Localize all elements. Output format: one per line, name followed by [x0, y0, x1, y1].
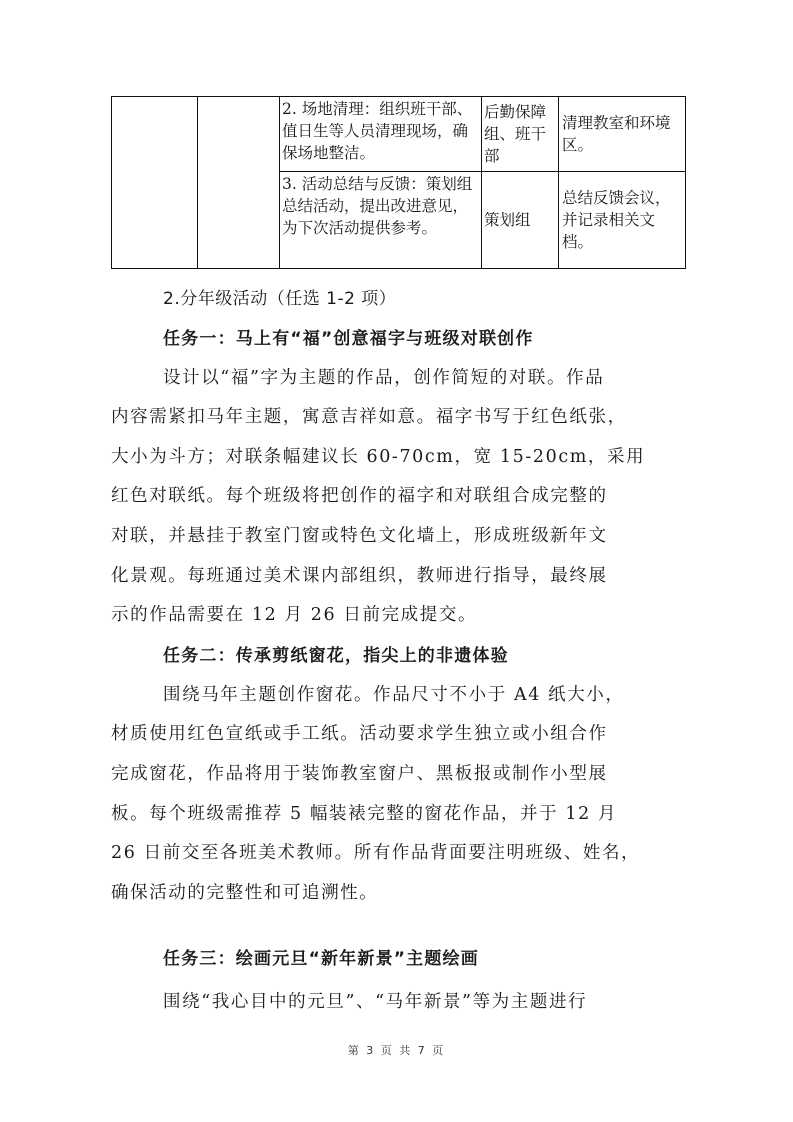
section-title: 2.分年级活动（任选 1-2 项）	[163, 289, 397, 309]
table-cell-output: 清理教室和环境区。	[559, 97, 686, 172]
task1-line: 内容需紧扣马年主题，寓意吉祥如意。福字书写于红色纸张，	[111, 407, 627, 427]
table-cell-owner: 策划组	[482, 172, 559, 269]
task2-line: 板。每个班级需推荐 5 幅装裱完整的窗花作品，并于 12 月	[111, 804, 618, 824]
task2-line: 26 日前交至各班美术教师。所有作品背面要注明班级、姓名，	[111, 843, 641, 863]
task2-line: 完成窗花，作品将用于装饰教室窗户、黑板报或制作小型展	[111, 764, 608, 784]
table-cell-owner: 后勤保障组、班干部	[482, 97, 559, 172]
task1-line: 设计以“福”字为主题的作品，创作简短的对联。作品	[163, 368, 605, 388]
task1-heading: 任务一：马上有“福”创意福字与班级对联创作	[163, 329, 534, 349]
task1-line: 大小为斗方；对联条幅建议长 60-70cm，宽 15-20cm，采用	[111, 447, 646, 467]
task2-line: 材质使用红色宣纸或手工纸。活动要求学生独立或小组合作	[111, 724, 608, 744]
task1-line: 红色对联纸。每个班级将把创作的福字和对联组合成完整的	[111, 486, 608, 506]
task2-line: 确保活动的完整性和可追溯性。	[111, 883, 379, 903]
table-cell-empty	[112, 97, 198, 269]
table-cell-step: 2. 场地清理：组织班干部、值日生等人员清理现场，确保场地整洁。	[280, 97, 482, 172]
task3-heading: 任务三：绘画元旦“新年新景”主题绘画	[163, 949, 479, 969]
task1-line: 对联，并悬挂于教室门窗或特色文化墙上，形成班级新年文	[111, 526, 608, 546]
table-cell-output: 总结反馈会议，并记录相关文档。	[559, 172, 686, 269]
task3-line: 围绕“我心目中的元旦”、“马年新景”等为主题进行	[163, 992, 588, 1012]
table-row	[112, 97, 686, 172]
table-cell-step: 3. 活动总结与反馈：策划组总结活动，提出改进意见，为下次活动提供参考。	[280, 172, 482, 269]
task2-line: 围绕马年主题创作窗花。作品尺寸不小于 A4 纸大小，	[163, 685, 625, 705]
task2-heading: 任务二：传承剪纸窗花，指尖上的非遗体验	[163, 646, 509, 666]
activity-table	[111, 96, 686, 269]
task1-line: 示的作品需要在 12 月 26 日前完成提交。	[111, 605, 478, 625]
task1-line: 化景观。每班通过美术课内部组织，教师进行指导，最终展	[111, 566, 608, 586]
table-cell-empty	[198, 97, 280, 269]
page-number: 第 3 页 共 7 页	[347, 1044, 446, 1057]
